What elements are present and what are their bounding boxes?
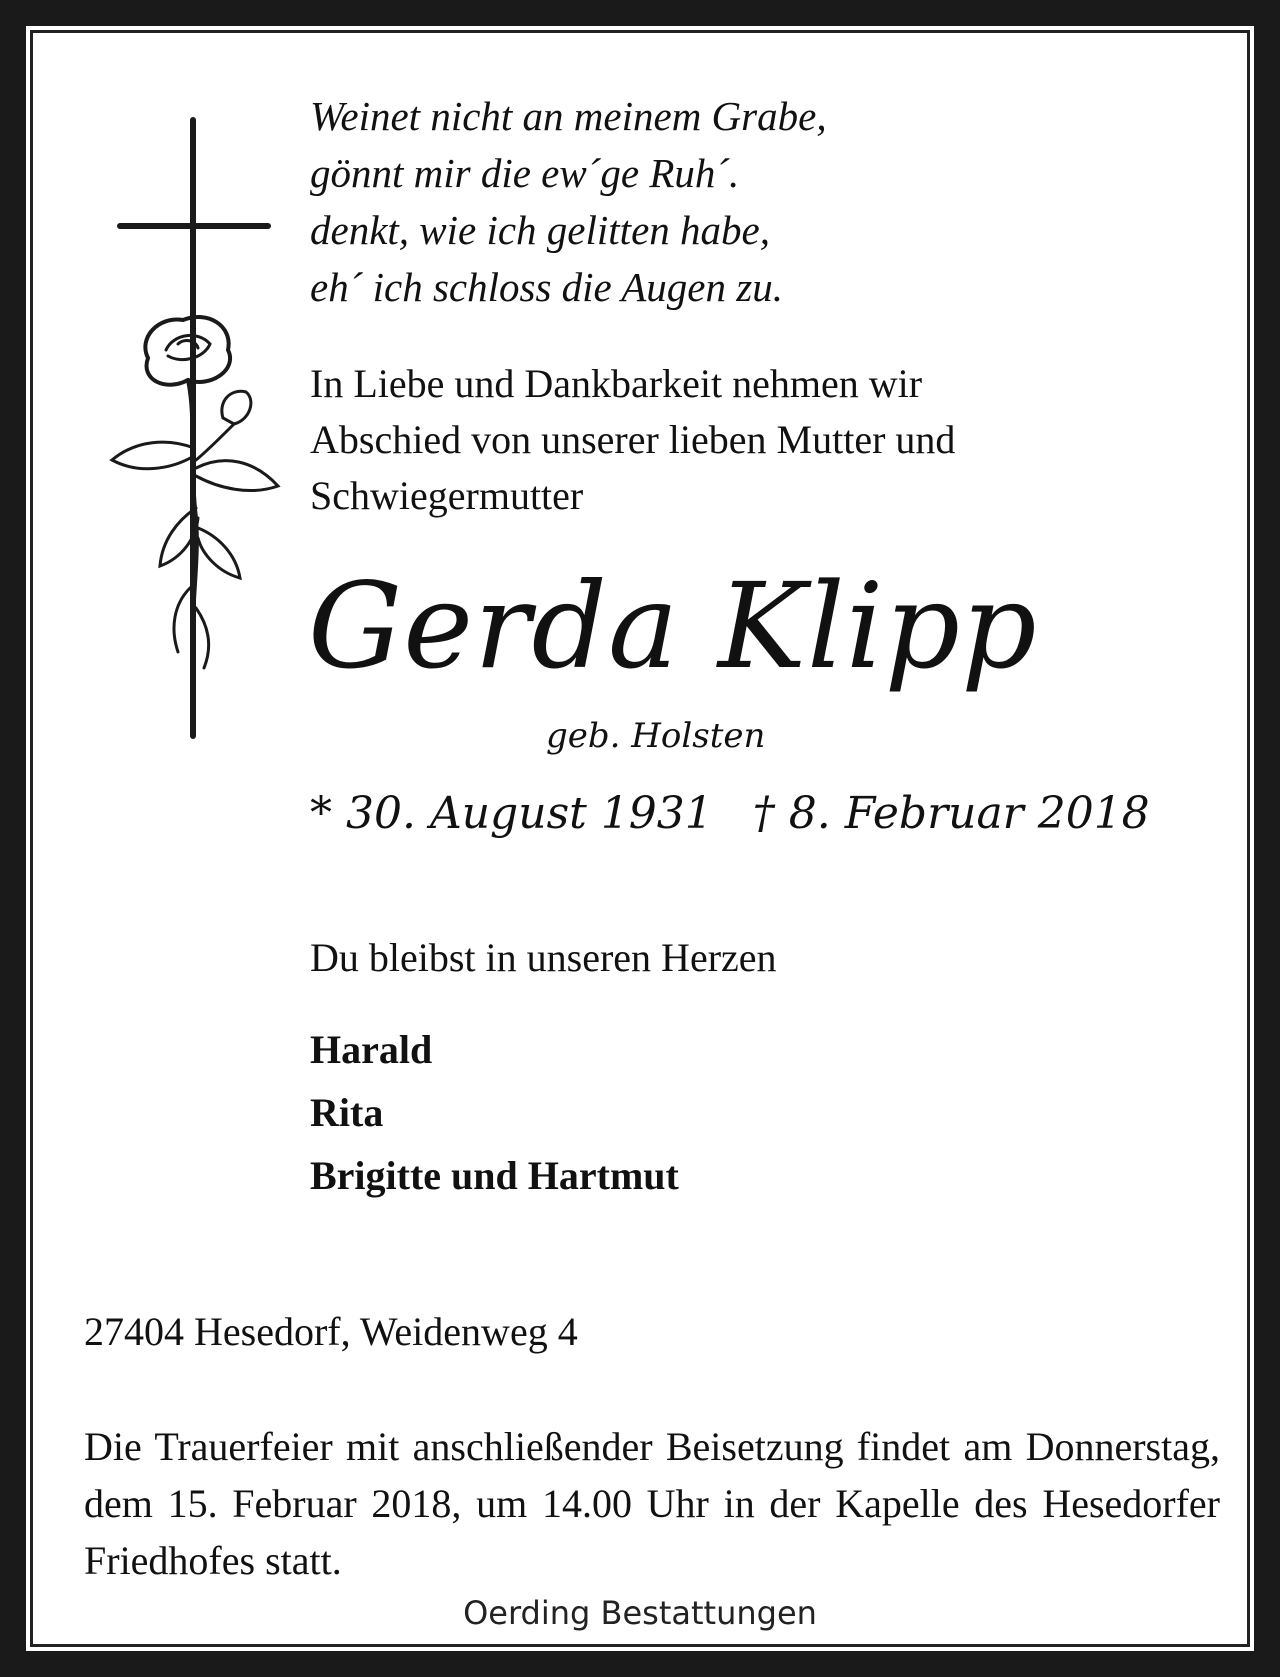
birth-date: * 30. August 1931 [310, 788, 713, 839]
deceased-name: Gerda Klipp [308, 557, 1038, 695]
mourner-name: Brigitte und Hartmut [310, 1153, 679, 1198]
motto: Du bleibst in unseren Herzen [310, 935, 777, 980]
poem [310, 88, 827, 316]
cross-with-rose-icon [78, 88, 298, 748]
mourners-list [310, 1018, 679, 1207]
poem-line: eh´ ich schloss die Augen zu. [310, 264, 783, 310]
death-date: † 8. Februar 2018 [752, 788, 1150, 839]
intro-line: In Liebe und Dankbarkeit nehmen wir [310, 361, 923, 406]
poem-line: denkt, wie ich gelitten habe, [310, 207, 770, 253]
mourner-name: Harald [310, 1027, 433, 1072]
undertaker: Oerding Bestattungen [463, 1594, 817, 1632]
poem-line: Weinet nicht an meinem Grabe, [310, 93, 827, 139]
mourner-name: Rita [310, 1090, 384, 1135]
intro-line: Schwiegermutter [310, 473, 584, 518]
intro-text [310, 356, 955, 524]
poem-line: gönnt mir die ew´ge Ruh´. [310, 150, 740, 196]
notice-frame [26, 26, 1254, 1651]
address: 27404 Hesedorf, Weidenweg 4 [84, 1309, 578, 1354]
birth-name: geb. Holsten [546, 716, 766, 756]
life-dates [310, 788, 1150, 839]
intro-line: Abschied von unserer lieben Mutter und [310, 417, 956, 462]
service-info: Die Trauerfeier mit anschließender Beisetzung findet am Donnerstag, dem 15. Februar 2018, um 14.00 Uhr in der Kapelle des Hesedorfer Friedhofes statt. [84, 1424, 1220, 1583]
